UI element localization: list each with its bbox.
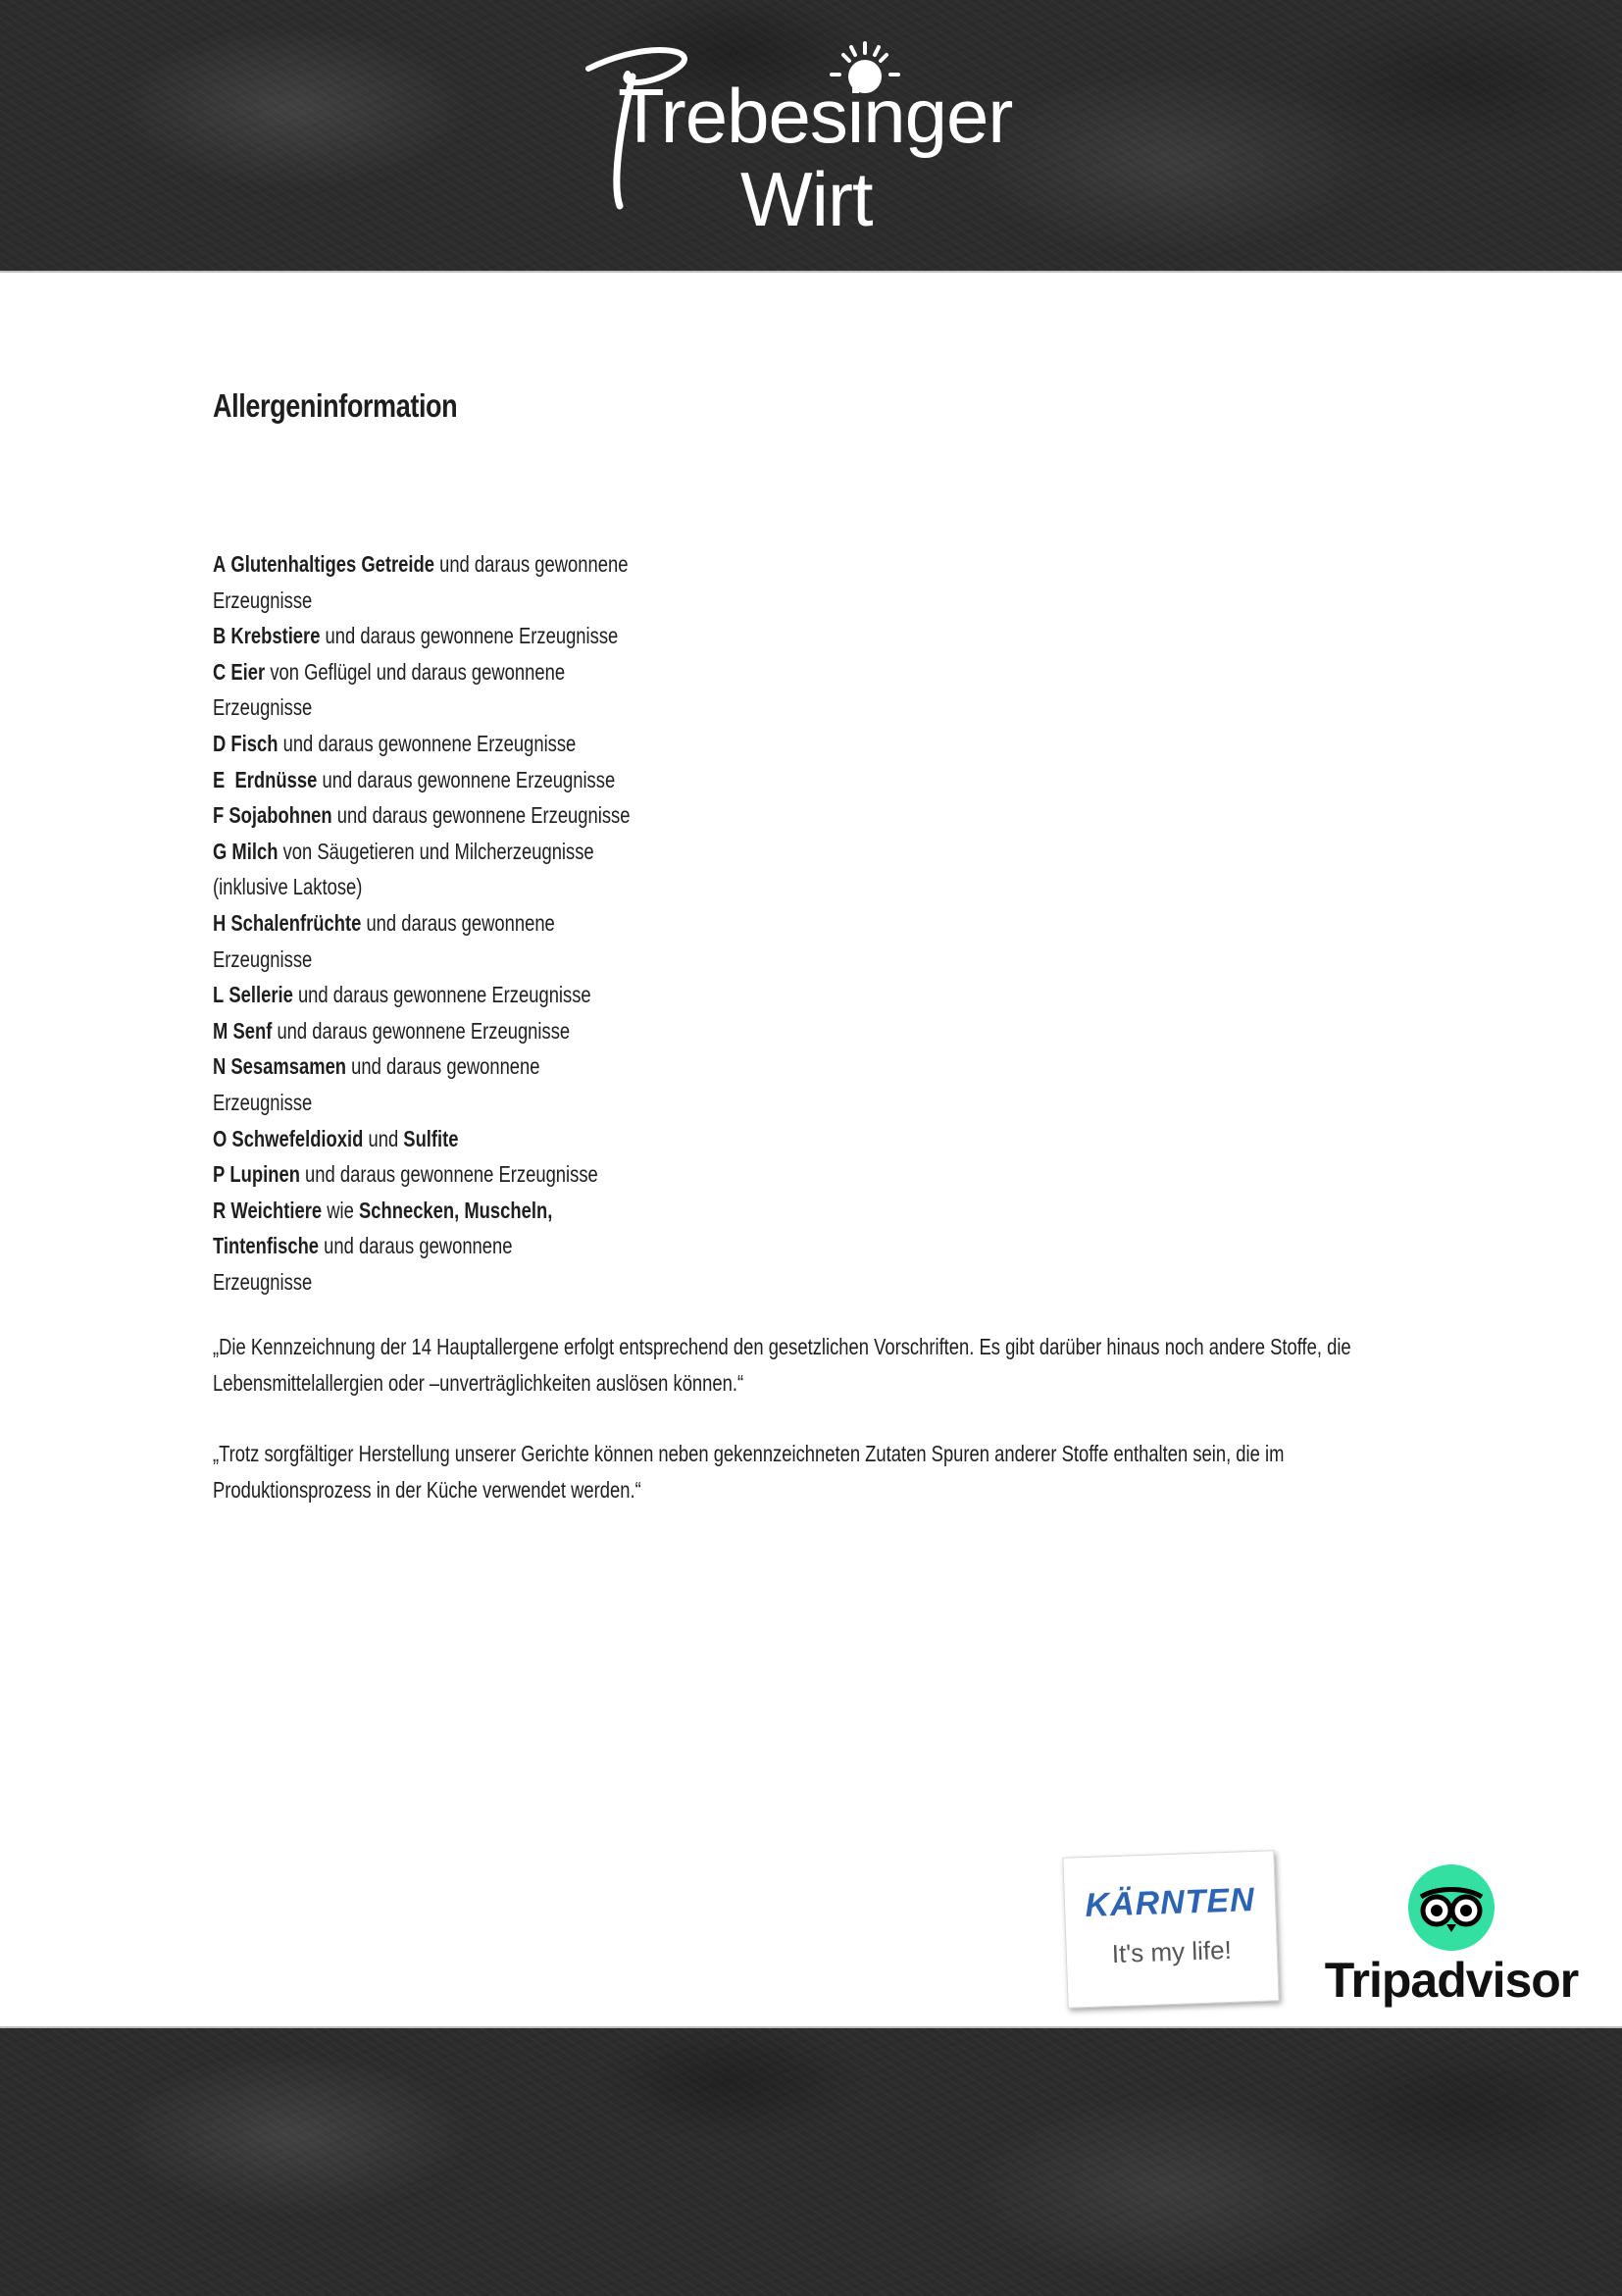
allergen-item-c: C Eier von Geflügel und daraus gewonnene (213, 658, 566, 685)
tripadvisor-logo (1294, 1863, 1608, 2011)
allergen-item-r-line2: Tintenfische und daraus gewonnene (213, 1233, 513, 1259)
tripadvisor-owl-icon (1407, 1863, 1495, 1952)
legal-note-labeling: „Die Kennzeichnung der 14 Hauptallergene erfolgt entsprechend den gesetzlichen Vorschriften. Es gibt darüber hinaus noch andere Stoffe, die Lebensmittelallergien oder –unverträglichkeiten auslösen können.“ (213, 1334, 1351, 1396)
tripadvisor-wordmark: Tripadvisor (1324, 1953, 1579, 2008)
allergen-item-n: N Sesamsamen und daraus gewonnene (213, 1053, 540, 1080)
allergen-item-g: G Milch von Säugetieren und Milcherzeugnisse (213, 838, 594, 864)
allergen-item-n-wrap: Erzeugnisse (213, 1089, 313, 1115)
allergen-item-o: O Schwefeldioxid und Sulfite (213, 1125, 459, 1151)
logo-line2: Wirt (740, 156, 873, 242)
allergen-item-p: P Lupinen und daraus gewonnene Erzeugnisse (213, 1161, 598, 1188)
allergen-item-d: D Fisch und daraus gewonnene Erzeugnisse (213, 730, 577, 756)
allergen-item-g-wrap: (inklusive Laktose) (213, 874, 363, 900)
page-title: Allergeninformation (213, 387, 458, 424)
allergen-item-m: M Senf und daraus gewonnene Erzeugnisse (213, 1017, 571, 1044)
allergen-item-h: H Schalenfrüchte und daraus gewonnene (213, 909, 555, 936)
legal-note-traces: „Trotz sorgfältiger Herstellung unserer Gerichte können neben gekennzeichneten Zutaten Spuren anderer Stoffe enthalten sein, die im Produktionsprozess in der Küche verwendet werden.“ (213, 1441, 1285, 1503)
allergen-item-f: F Sojabohnen und daraus gewonnene Erzeugnisse (213, 802, 631, 829)
allergen-item-b: B Krebstiere und daraus gewonnene Erzeugnisse (213, 623, 619, 649)
allergen-list (213, 546, 840, 1300)
allergen-item-r-wrap: Erzeugnisse (213, 1268, 313, 1295)
allergen-item-h-wrap: Erzeugnisse (213, 945, 313, 972)
allergen-item-l: L Sellerie und daraus gewonnene Erzeugnisse (213, 982, 591, 1008)
allergen-item-r: R Weichtiere wie Schnecken, Muscheln, (213, 1197, 553, 1223)
allergen-item-a-wrap: Erzeugnisse (213, 587, 313, 613)
karnten-badge (1062, 1850, 1279, 2008)
allergen-document (213, 387, 1390, 1503)
legal-notes (213, 1329, 1390, 1543)
restaurant-logo (559, 29, 1069, 245)
footer-banner (0, 2026, 1622, 2296)
header-banner (0, 0, 1622, 273)
karnten-slogan: It's my life! (1111, 1934, 1233, 1969)
allergen-item-a: A Glutenhaltiges Getreide und daraus gewonnene (213, 551, 629, 577)
allergen-item-e: E Erdnüsse und daraus gewonnene Erzeugnisse (213, 766, 616, 792)
karnten-title: KÄRNTEN (1084, 1881, 1256, 1925)
allergen-item-c-wrap: Erzeugnisse (213, 694, 313, 721)
logo-line1: Trebesinger (618, 73, 1013, 159)
